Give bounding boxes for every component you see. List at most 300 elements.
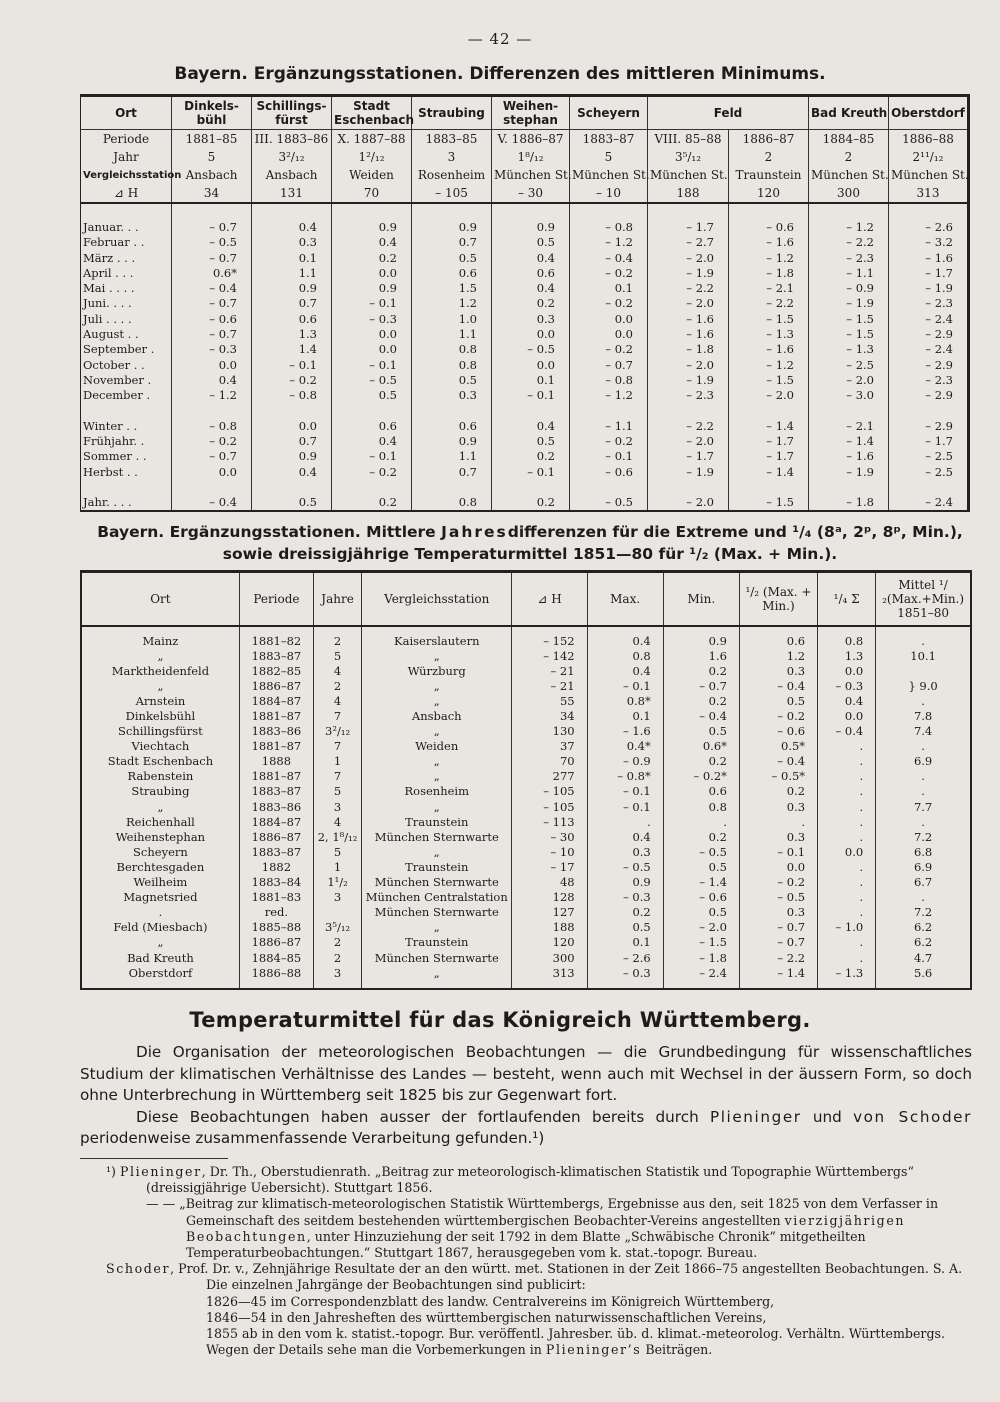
- spacer-cell: [648, 203, 729, 219]
- spacer-cell: [729, 479, 809, 494]
- value-cell: – 0.7: [739, 920, 817, 935]
- value-cell: .: [818, 890, 876, 905]
- value-cell: – 0.8: [252, 388, 332, 403]
- value-cell: 2: [314, 935, 362, 950]
- spacer-cell: [252, 203, 332, 219]
- value-cell: 277: [512, 769, 587, 784]
- meta-cell: 1881–85: [172, 130, 252, 149]
- value-cell: „: [362, 754, 512, 769]
- value-cell: 0.4: [818, 693, 876, 708]
- value-cell: 7.2: [876, 905, 971, 920]
- value-cell: 1.0: [412, 311, 492, 326]
- meta-label: Jahr: [113, 150, 139, 164]
- value-cell: 3: [314, 890, 362, 905]
- footnote-author: Plieninger: [119, 1164, 202, 1179]
- station-row: [81, 844, 971, 859]
- value-cell: 0.9: [412, 433, 492, 448]
- value-cell: – 2.5: [889, 464, 969, 479]
- meta-cell: 1²/₁₂: [332, 148, 412, 166]
- value-cell: 120: [512, 935, 587, 950]
- value-cell: 0.0: [332, 326, 412, 341]
- value-cell: – 0.1: [332, 296, 412, 311]
- meta-cell: 120: [729, 184, 809, 203]
- value-cell: – 1.2: [570, 235, 648, 250]
- value-cell: – 1.3: [809, 342, 889, 357]
- value-cell: – 1.0: [818, 920, 876, 935]
- value-cell: – 1.5: [663, 935, 739, 950]
- meta-cell: 1884–85: [809, 130, 889, 149]
- station-row: [81, 920, 971, 935]
- month-row: [81, 342, 969, 357]
- value-cell: 0.5: [739, 693, 817, 708]
- meta-cell: 2: [809, 148, 889, 166]
- value-cell: 2: [314, 950, 362, 965]
- value-cell: – 0.7: [570, 357, 648, 372]
- value-cell: – 0.1: [332, 357, 412, 372]
- value-cell: – 0.3: [332, 311, 412, 326]
- value-cell: 0.4: [492, 280, 570, 295]
- value-cell: 6.2: [876, 935, 971, 950]
- value-cell: 4: [314, 693, 362, 708]
- value-cell: 5.6: [876, 965, 971, 989]
- col-header: ⊿ H: [512, 572, 587, 627]
- value-cell: „: [362, 724, 512, 739]
- value-cell: 1.2: [412, 296, 492, 311]
- value-cell: – 1.8: [729, 265, 809, 280]
- station-name: „: [157, 648, 164, 663]
- value-cell: – 3.0: [809, 388, 889, 403]
- value-cell: .: [818, 754, 876, 769]
- paragraph-1: Die Organisation der meteorologischen Beobachtungen — die Grundbedingung für wissenschaftliches Studium der klimatischen Verhältnisse des Landes — besteht, wenn auch mit Wechsel in der äussern Form, so doch ohne Unterbrechung in Württemberg seit 1825 bis zur Gegenwart fort.: [80, 1043, 972, 1104]
- value-cell: 0.1: [492, 372, 570, 387]
- value-cell: 1888: [239, 754, 313, 769]
- value-cell: – 0.1: [587, 784, 663, 799]
- col-header: Vergleichsstation: [362, 572, 512, 627]
- station-name: Magnetsried: [123, 890, 198, 905]
- table2-title: [80, 521, 980, 565]
- station-row: [81, 799, 971, 814]
- value-cell: – 1.5: [729, 495, 809, 511]
- station-name: „: [157, 935, 164, 950]
- value-cell: – 0.5: [570, 495, 648, 511]
- value-cell: – 3.2: [889, 235, 969, 250]
- station-name: Scheyern: [133, 844, 188, 859]
- value-cell: 188: [512, 920, 587, 935]
- value-cell: – 1.4: [729, 464, 809, 479]
- value-cell: 0.6: [412, 265, 492, 280]
- value-cell: – 2.2: [729, 296, 809, 311]
- value-cell: – 0.4: [818, 724, 876, 739]
- value-cell: 1881–87: [239, 769, 313, 784]
- footnote-text: , Prof. Dr. v., Zehnjährige Resultate der an den württ. met. Stationen in der Zeit 1866–75 angestellten Beobachtungen. S. A.: [170, 1261, 963, 1277]
- value-cell: – 0.6: [663, 890, 739, 905]
- value-cell: – 0.6: [739, 724, 817, 739]
- value-cell: – 0.1: [587, 799, 663, 814]
- table2-title-spaced: Jahres: [441, 523, 508, 541]
- value-cell: 0.4*: [587, 739, 663, 754]
- spacer-cell: [648, 479, 729, 494]
- station-row: [81, 754, 971, 769]
- value-cell: – 2.2: [648, 280, 729, 295]
- value-cell: 1: [314, 859, 362, 874]
- value-cell: 0.1: [587, 708, 663, 723]
- value-cell: 1883–86: [239, 799, 313, 814]
- row-label: März . . .: [83, 250, 136, 265]
- value-cell: 7: [314, 739, 362, 754]
- value-cell: [876, 663, 971, 678]
- value-cell: – 1.9: [809, 464, 889, 479]
- value-cell: – 1.2: [570, 388, 648, 403]
- spacer-cell: [172, 203, 252, 219]
- meta-cell: 313: [889, 184, 969, 203]
- value-cell: 0.2: [663, 754, 739, 769]
- spacer-cell: [570, 479, 648, 494]
- value-cell: 1886–87: [239, 935, 313, 950]
- table2-header-row: [81, 572, 971, 627]
- value-cell: – 0.8: [172, 418, 252, 433]
- value-cell: – 2.9: [889, 326, 969, 341]
- value-cell: – 0.8: [570, 372, 648, 387]
- value-cell: 0.2: [663, 663, 739, 678]
- col-header: Feld: [648, 96, 809, 130]
- meta-cell: München St.: [570, 166, 648, 184]
- value-cell: München Sternwarte: [362, 950, 512, 965]
- value-cell: 4: [314, 663, 362, 678]
- row-label: Winter . .: [83, 418, 138, 433]
- body-text: [80, 1042, 972, 1150]
- footnote-text: Beiträgen.: [641, 1342, 713, 1358]
- value-cell: – 2.3: [889, 372, 969, 387]
- spacer-cell: [412, 403, 492, 418]
- station-row: [81, 875, 971, 890]
- footnote-text: , Dr. Th., Oberstudienrath. „Beitrag zur meteorologisch-klimatischen Statistik und Topographie Württembergs“ (dreissigjährige Uebersicht). Stuttgart 1856.: [146, 1164, 914, 1196]
- col-header: Min.: [663, 572, 739, 627]
- value-cell: – 1.6: [809, 449, 889, 464]
- paragraph-2-mid: und: [801, 1107, 854, 1126]
- value-cell: 0.9: [587, 875, 663, 890]
- value-cell: 128: [512, 890, 587, 905]
- footnote-6: 1846—54 in den Jahresheften des württembergischen naturwissenschaftlichen Vereins,: [206, 1309, 767, 1325]
- value-cell: 127: [512, 905, 587, 920]
- value-cell: 0.4: [587, 663, 663, 678]
- value-cell: – 0.3: [172, 342, 252, 357]
- value-cell: 0.3: [252, 235, 332, 250]
- value-cell: 3⁵/₁₂: [314, 920, 362, 935]
- station-name: Dinkelsbühl: [125, 709, 196, 724]
- table2-title-b: differenzen für die Extreme und ¹/₄ (8ᵃ, 2ᵖ, 8ᵖ, Min.),: [507, 523, 963, 541]
- value-cell: – 0.2: [570, 433, 648, 448]
- value-cell: – 0.1: [492, 388, 570, 403]
- value-cell: – 1.9: [648, 265, 729, 280]
- value-cell: 5: [314, 648, 362, 663]
- meta-cell: X. 1887–88: [332, 130, 412, 149]
- spacer-cell: [81, 403, 172, 418]
- col-header: Straubing: [412, 96, 492, 130]
- value-cell: 1882–85: [239, 663, 313, 678]
- value-cell: 1.1: [252, 265, 332, 280]
- station-name: Weilheim: [133, 875, 188, 890]
- spacer-row: [81, 403, 969, 418]
- value-cell: – 1.9: [648, 372, 729, 387]
- value-cell: 7.2: [876, 829, 971, 844]
- value-cell: 0.8: [412, 357, 492, 372]
- value-cell: 4.7: [876, 950, 971, 965]
- value-cell: Traunstein: [362, 859, 512, 874]
- value-cell: – 0.1: [492, 464, 570, 479]
- value-cell: – 142: [512, 648, 587, 663]
- value-cell: – 0.3: [587, 890, 663, 905]
- station-row: [81, 708, 971, 723]
- meta-cell: München St.: [889, 166, 969, 184]
- col-header: Bad Kreuth: [809, 96, 889, 130]
- station-row: [81, 663, 971, 678]
- footnote-1: [80, 1164, 972, 1196]
- value-cell: 0.7: [412, 464, 492, 479]
- row-label: December .: [83, 388, 151, 403]
- value-cell: – 1.8: [809, 495, 889, 511]
- value-cell: – 1.4: [729, 418, 809, 433]
- value-cell: „: [362, 844, 512, 859]
- value-cell: 1881–87: [239, 739, 313, 754]
- value-cell: 0.3: [739, 829, 817, 844]
- value-cell: – 0.7: [172, 250, 252, 265]
- paragraph-2-b: periodenweise zusammenfassende Verarbeitung gefunden.¹): [80, 1129, 545, 1147]
- station-name: Bad Kreuth: [127, 950, 194, 965]
- value-cell: – 0.6: [570, 464, 648, 479]
- value-cell: – 1.9: [648, 464, 729, 479]
- value-cell: – 152: [512, 626, 587, 648]
- value-cell: – 0.6: [172, 311, 252, 326]
- value-cell: – 0.2: [570, 342, 648, 357]
- value-cell: Rosenheim: [362, 784, 512, 799]
- value-cell: – 0.7: [739, 935, 817, 950]
- value-cell: – 0.9: [809, 280, 889, 295]
- value-cell: .: [818, 950, 876, 965]
- value-cell: 0.9: [252, 449, 332, 464]
- value-cell: 0.4: [252, 219, 332, 234]
- season-row: [81, 433, 969, 448]
- station-name: Straubing: [131, 784, 190, 799]
- station-row: [81, 678, 971, 693]
- value-cell: Kaiserslautern: [362, 626, 512, 648]
- meta-row: [81, 166, 969, 184]
- value-cell: – 1.6: [889, 250, 969, 265]
- value-cell: 300: [512, 950, 587, 965]
- month-row: [81, 219, 969, 234]
- value-cell: .: [587, 814, 663, 829]
- footnotes: [80, 1164, 972, 1358]
- value-cell: 0.0: [332, 342, 412, 357]
- value-cell: 0.5: [412, 372, 492, 387]
- value-cell: „: [362, 648, 512, 663]
- value-cell: .: [818, 905, 876, 920]
- value-cell: 6.9: [876, 754, 971, 769]
- value-cell: – 2.4: [889, 342, 969, 357]
- value-cell: 0.8: [587, 648, 663, 663]
- station-name: Mainz: [142, 633, 179, 648]
- value-cell: – 0.5: [587, 859, 663, 874]
- station-row: [81, 814, 971, 829]
- value-cell: – 105: [512, 784, 587, 799]
- value-cell: .: [818, 814, 876, 829]
- value-cell: 0.6: [252, 311, 332, 326]
- meta-cell: Traunstein: [729, 166, 809, 184]
- value-cell: 0.2: [739, 784, 817, 799]
- footnote-3: [80, 1261, 972, 1277]
- value-cell: 0.1: [252, 250, 332, 265]
- value-cell: 313: [512, 965, 587, 989]
- value-cell: – 0.2: [570, 296, 648, 311]
- col-header: Oberstdorf: [889, 96, 969, 130]
- value-cell: 0.8: [412, 495, 492, 511]
- meta-cell: München St.: [809, 166, 889, 184]
- meta-cell: 1883–87: [570, 130, 648, 149]
- meta-row: [81, 148, 969, 166]
- value-cell: 0.0: [492, 326, 570, 341]
- col-header: Schillings-fürst: [252, 96, 332, 130]
- value-cell: – 1.1: [570, 418, 648, 433]
- value-cell: – 0.7: [172, 219, 252, 234]
- month-row: [81, 357, 969, 372]
- footnote-4: Die einzelnen Jahrgänge der Beobachtungen sind publicirt:: [206, 1277, 586, 1293]
- station-name: Weihenstephan: [115, 829, 206, 844]
- col-header: Ort: [115, 106, 137, 120]
- value-cell: .: [876, 769, 971, 784]
- row-label: Januar. . .: [83, 219, 139, 234]
- value-cell: 1886–87: [239, 829, 313, 844]
- month-row: [81, 326, 969, 341]
- value-cell: 0.5: [412, 250, 492, 265]
- value-cell: 0.5: [252, 495, 332, 511]
- meta-cell: 1886–88: [889, 130, 969, 149]
- meta-cell: 1883–85: [412, 130, 492, 149]
- station-name: Rabenstein: [127, 769, 194, 784]
- value-cell: – 1.3: [729, 326, 809, 341]
- value-cell: „: [362, 799, 512, 814]
- value-cell: 1.5: [412, 280, 492, 295]
- value-cell: 0.3: [739, 663, 817, 678]
- value-cell: 0.0: [739, 859, 817, 874]
- meta-cell: 3²/₁₂: [252, 148, 332, 166]
- value-cell: – 1.9: [809, 296, 889, 311]
- station-name: Reichenhall: [126, 814, 195, 829]
- value-cell: – 1.6: [729, 235, 809, 250]
- meta-cell: München St.: [492, 166, 570, 184]
- value-cell: 1.1: [412, 326, 492, 341]
- value-cell: – 0.5: [332, 372, 412, 387]
- spacer-cell: [889, 203, 969, 219]
- row-label: Mai . . . .: [83, 281, 135, 296]
- footnote-text: Wegen der Details sehe man die Vorbemerkungen in: [206, 1342, 546, 1358]
- station-row: [81, 829, 971, 844]
- meta-cell: 3⁵/₁₂: [648, 148, 729, 166]
- value-cell: – 2.0: [648, 296, 729, 311]
- value-cell: 7.7: [876, 799, 971, 814]
- footnote-7: 1855 ab in den vom k. statist.-topogr. Bur. veröffentl. Jahresber. üb. d. klimat.-meteorolog. Verhältn. Württembergs.: [206, 1326, 945, 1342]
- meta-cell: – 30: [492, 184, 570, 203]
- value-cell: – 1.4: [809, 433, 889, 448]
- spacer-cell: [81, 479, 172, 494]
- value-cell: – 17: [512, 859, 587, 874]
- value-cell: – 0.5: [492, 342, 570, 357]
- row-label: November .: [83, 372, 152, 387]
- value-cell: 0.5: [663, 905, 739, 920]
- value-cell: 0.7: [412, 235, 492, 250]
- value-cell: 1881–87: [239, 708, 313, 723]
- meta-cell: 300: [809, 184, 889, 203]
- value-cell: 1883–84: [239, 875, 313, 890]
- value-cell: 1883–87: [239, 844, 313, 859]
- value-cell: – 0.2: [252, 372, 332, 387]
- value-cell: – 2.9: [889, 388, 969, 403]
- month-row: [81, 250, 969, 265]
- value-cell: 5: [314, 784, 362, 799]
- station-name: Schillingsfürst: [118, 724, 203, 739]
- col-header: Periode: [239, 572, 313, 627]
- value-cell: 0.3: [492, 311, 570, 326]
- value-cell: München Sternwarte: [362, 875, 512, 890]
- value-cell: 0.5: [587, 920, 663, 935]
- value-cell: 1: [314, 754, 362, 769]
- station-row: [81, 950, 971, 965]
- meta-cell: 2¹¹/₁₂: [889, 148, 969, 166]
- value-cell: 0.0: [818, 708, 876, 723]
- value-cell: – 105: [512, 799, 587, 814]
- station-row: [81, 648, 971, 663]
- value-cell: 48: [512, 875, 587, 890]
- value-cell: – 1.7: [648, 219, 729, 234]
- station-name: „: [157, 678, 164, 693]
- value-cell: Weiden: [362, 739, 512, 754]
- value-cell: – 113: [512, 814, 587, 829]
- value-cell: .: [818, 769, 876, 784]
- value-cell: 0.9: [663, 626, 739, 648]
- value-cell: – 1.4: [739, 965, 817, 989]
- value-cell: 0.3: [739, 905, 817, 920]
- value-cell: 1882: [239, 859, 313, 874]
- row-label: Frühjahr. .: [83, 434, 145, 449]
- spacer-cell: [412, 479, 492, 494]
- value-cell: – 2.3: [889, 296, 969, 311]
- station-name: Feld (Miesbach): [113, 920, 208, 935]
- footnote-author: Schoder: [106, 1261, 171, 1277]
- value-cell: 1.2: [739, 648, 817, 663]
- meta-label: Vergleichsstation: [83, 169, 182, 181]
- meta-cell: 188: [648, 184, 729, 203]
- value-cell: 7.4: [876, 724, 971, 739]
- value-cell: 1881–83: [239, 890, 313, 905]
- value-cell: 0.6: [663, 784, 739, 799]
- value-cell: – 0.7: [663, 678, 739, 693]
- row-label: Jahr. . . .: [83, 495, 132, 510]
- footnote-spaced: vierzigjährigen Beobachtungen: [186, 1212, 906, 1244]
- value-cell: 6.2: [876, 920, 971, 935]
- meta-row: [81, 130, 969, 149]
- season-row: [81, 449, 969, 464]
- season-row: [81, 464, 969, 479]
- station-name: „: [157, 799, 164, 814]
- value-cell: 6.9: [876, 859, 971, 874]
- spacer-cell: [332, 203, 412, 219]
- footnote-5: 1826—45 im Correspondenzblatt des landw. Centralvereins im Königreich Württemberg,: [206, 1293, 775, 1309]
- value-cell: 0.5: [332, 388, 412, 403]
- spacer-cell: [492, 403, 570, 418]
- value-cell: 0.6: [492, 265, 570, 280]
- value-cell: – 2.0: [663, 920, 739, 935]
- col-header: Dinkels-bühl: [172, 96, 252, 130]
- value-cell: 0.9: [412, 219, 492, 234]
- value-cell: München Sternwarte: [362, 829, 512, 844]
